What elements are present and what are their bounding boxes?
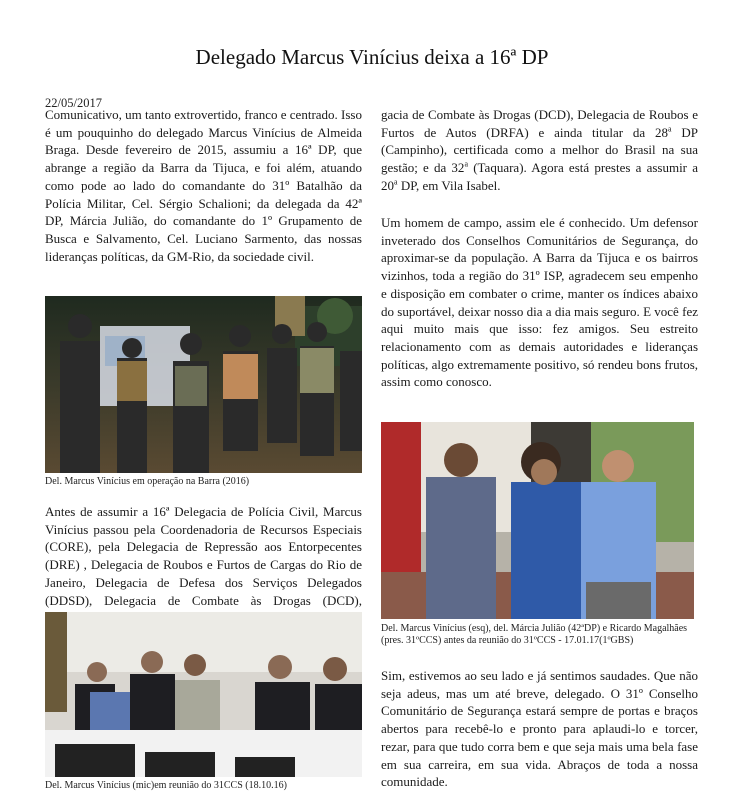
article-date: 22/05/2017 [45, 96, 102, 110]
photo-operation-image [45, 296, 362, 473]
paragraph-1: Comunicativo, um tanto extrovertido, franco e centrado. Isso é um pouquinho do delegado Marcus Vinícius de Almeida Braga. Desde fevereiro de 2015, assumiu a 16ª DP, que abrange a região da Barra da Tijuca, e foi além, atuando como pode ao lado do comandante do 31º Batalhão da Polícia Militar, Cel. Sérgio Schalioni; da delegada da 42ª DP, Márcia Julião, do comandante do 1º Grupamento de Busca e Salvamento, Cel. Luciano Sarmento, das nossas lideranças políticas, da GM-Rio, da sociedade civil. [45, 107, 362, 264]
photo-caption-operation: Del. Marcus Vinícius em operação na Barra (2016) [45, 476, 250, 487]
photo-three-people-image [381, 422, 694, 619]
photo-caption-meeting: Del. Marcus Vinícius (mic)em reunião do 31CCS (18.10.16) [45, 780, 287, 791]
paragraph-3: Um homem de campo, assim ele é conhecido. Um defensor inveterado dos Conselhos Comunitários de Segurança, do aproximar-se da população. A Barra da Tijuca e os bairros vizinhos, toda a região do 31º ISP, agradecem seu empenho e disposição em combater o crime, manter os índices abaixo do suportável, deixar nosso dia a dia mais seguro. E você fez aqui muito mais que isso: fez amigos. Seu estreito relacionamento com as demais autoridades e lideranças políticas, algo extremamente positivo, só rendeu bons frutos, assim como conosco. [381, 215, 698, 390]
photo-three-people [381, 422, 694, 619]
paragraph-2-continued: gacia de Combate às Drogas (DCD), Delegacia de Roubos e Furtos de Autos (DRFA) e ainda titular da 28$^a$ DP (Campinho), certificada como a melhor do Brasil na sua gestão; e da 32$^a$ (Taquara). Agora está prestes a assumir a 20$^a$ DP, em Vila Isabel. [381, 107, 698, 193]
page-title: Delegado Marcus Vinícius deixa a 16ª DP [195, 45, 549, 69]
photo-meeting-31ccs [45, 612, 362, 777]
photo-operation-barra [45, 296, 362, 473]
photo-caption-three-people: Del. Marcus Vinícius (esq), del. Márcia Julião (42ªDP) e Ricardo Magalhães (pres. 31ºCCS) antes da reunião do 31ºCCS - 17.01.17(1ºGBS) [381, 623, 688, 646]
paragraph-2: Antes de assumir a 16ª Delegacia de Polícia Civil, Marcus Vinícius passou pela Coordenadoria de Recursos Especiais (CORE), pela Delegacia de Repressão aos Entorpecentes (DRE) , Delegacia de Roubos e Furtos de Cargas do Rio de Janeiro, Delegacia de Defesa dos Serviços Delegados (DDSD), Delegacia de Combate às Drogas (DCD), [45, 504, 362, 608]
photo-meeting-image [45, 612, 362, 777]
paragraph-4: Sim, estivemos ao seu lado e já sentimos saudades. Que não seja adeus, mas um até breve, delegado. O 31º Conselho Comunitário de Segurança estará sempre de portas e braços abertos para recebê-lo e pronto para aplaudi-lo e torcer, rezar, para que tudo corra bem e que seja mais uma bela fase em sua carreira, em sua vida. Abraços de toda a nossa comunidade. [381, 668, 698, 790]
